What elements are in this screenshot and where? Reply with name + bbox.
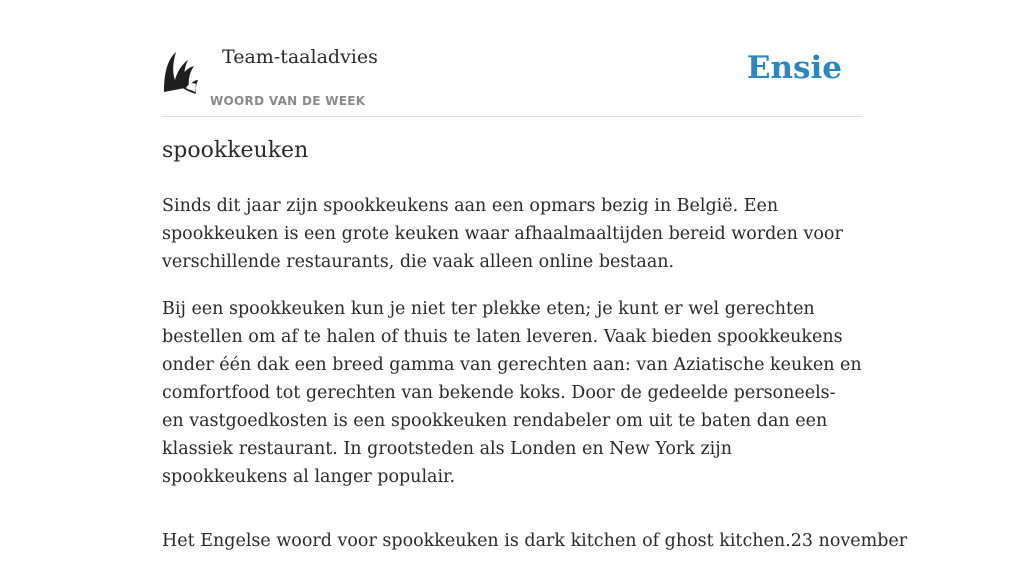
section-label: WOORD VAN DE WEEK xyxy=(210,94,366,108)
article-paragraph: Sinds dit jaar zijn spookkeukens aan een opmars bezig in België. Een spookkeuken is een grote keuken waar afhaalmaaltijden bereid worden voor verschillende restaurants, die vaak alleen online bestaan. xyxy=(162,196,843,272)
author-name[interactable]: Team-taaladvies xyxy=(222,46,378,68)
article-paragraph: Bij een spookkeuken kun je niet ter plekke eten; je kunt er wel gerechten bestellen om af te halen of thuis te laten leveren. Vaak bieden spookkeukens onder één dak een breed gamma van gerechten aan: van Aziatische keuken en comfortfood tot gerechten van bekende koks. Door de gedeelde personeels- en vastgoedkosten is een spookkeuken rendabeler om uit te baten dan een klassiek restaurant. In grootsteden als Londen en New York zijn spookkeukens al langer populair. xyxy=(162,299,862,487)
page-title: spookkeuken xyxy=(162,138,309,163)
ensie-logo-link[interactable]: Ensie xyxy=(746,50,842,86)
article-paragraph: Het Engelse woord voor spookkeuken is dark kitchen of ghost kitchen.23 november xyxy=(162,531,908,551)
article-body xyxy=(162,192,908,574)
flemish-lion-icon xyxy=(162,48,202,96)
article-header xyxy=(162,40,862,117)
